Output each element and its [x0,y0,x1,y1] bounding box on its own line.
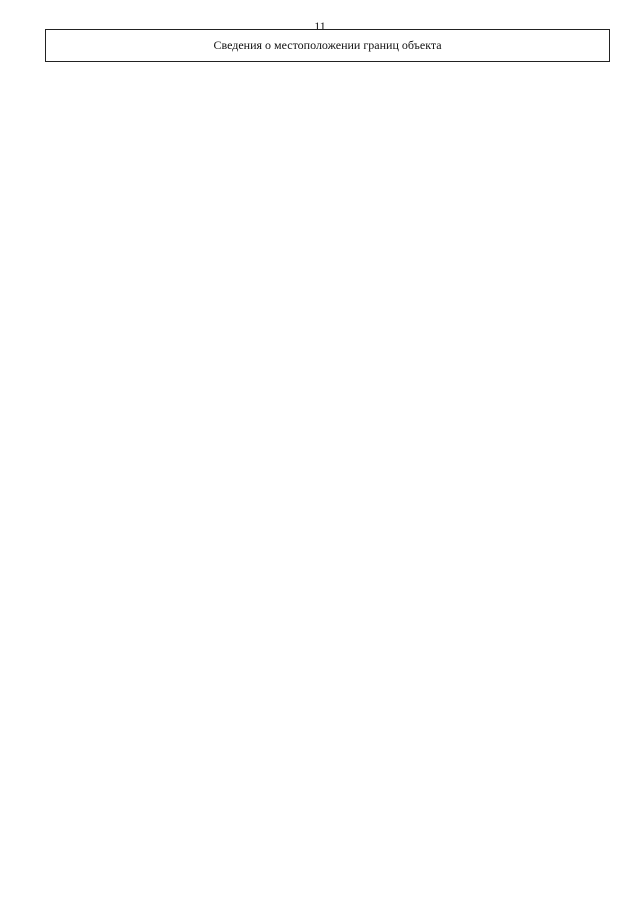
boundary-points-table [45,29,610,62]
table-title: Сведения о местоположении границ объекта [46,30,610,62]
page-number: 11 [314,19,326,33]
